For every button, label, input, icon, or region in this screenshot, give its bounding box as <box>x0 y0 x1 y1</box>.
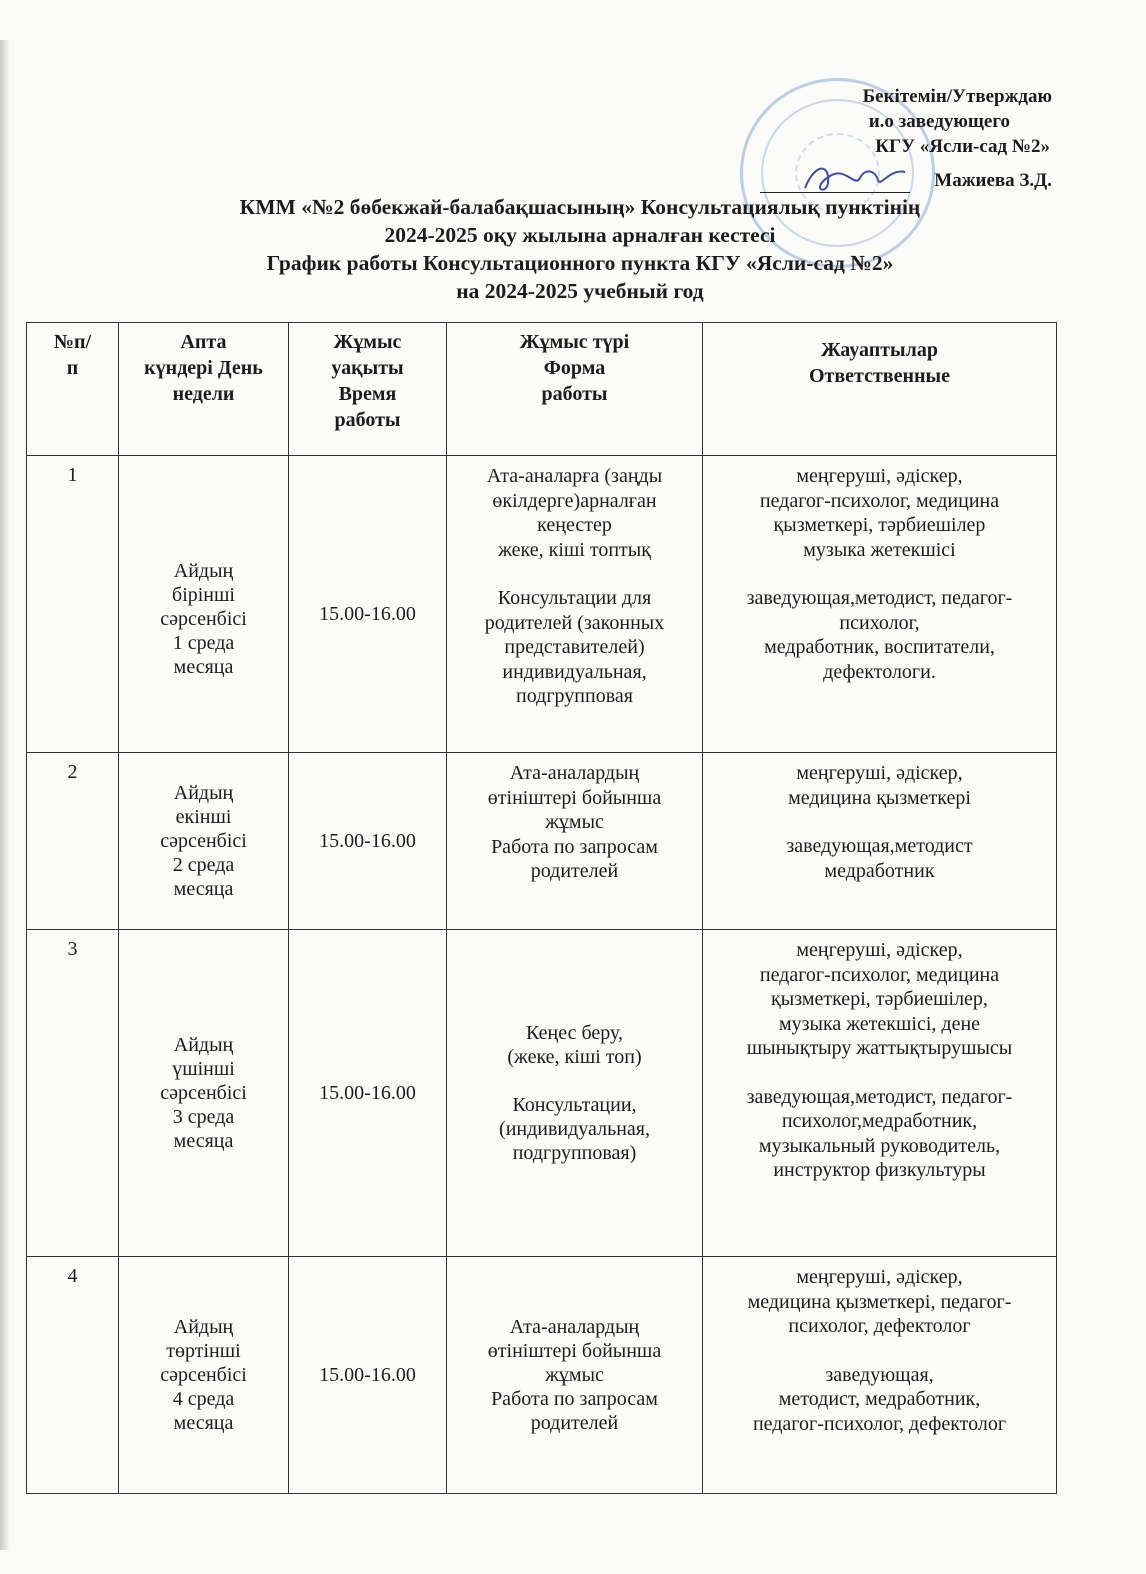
table-row <box>27 753 1057 930</box>
row-number: 2 <box>27 753 119 930</box>
table-header-row <box>27 323 1057 456</box>
row-number: 3 <box>27 930 119 1257</box>
approval-title: Бекітемін/Утверждаю <box>862 86 1052 107</box>
title-ru-line1: График работы Консультационного пункта КГУ «Ясли-сад №2» <box>266 251 894 275</box>
header-day: Апта күндері День недели <box>119 323 289 456</box>
row-form: Ата-аналардың өтініштері бойынша жұмыс Работа по запросам родителей <box>447 1257 703 1494</box>
page-edge-shadow <box>0 40 10 1550</box>
approval-position: и.о заведующего <box>868 111 1010 132</box>
row-day: Айдың үшінші сәрсенбісі 3 среда месяца <box>119 930 289 1257</box>
row-time: 15.00-16.00 <box>289 1257 447 1494</box>
row-form: Кеңес беру, (жеке, кіші топ) Консультации, (индивидуальная, подгрупповая) <box>447 930 703 1257</box>
approval-name: Мажиева З.Д. <box>934 170 1052 191</box>
header-responsible: Жауаптылар Ответственные <box>703 323 1057 456</box>
title-ru-line2: на 2024-2025 учебный год <box>456 279 704 303</box>
row-day: Айдың екінші сәрсенбісі 2 среда месяца <box>119 753 289 930</box>
table-row <box>27 930 1057 1257</box>
title-kz-line2: 2024-2025 оқу жылына арналған кестесі <box>384 223 776 247</box>
schedule-table <box>26 322 1057 1494</box>
row-responsible: меңгеруші, әдіскер, медицина қызметкері заведующая,методист медработник <box>703 753 1057 930</box>
header-time: Жұмыс уақыты Время работы <box>289 323 447 456</box>
row-time: 15.00-16.00 <box>289 753 447 930</box>
row-responsible: меңгеруші, әдіскер, педагог-психолог, медицина қызметкері, тәрбиешілер, музыка жетекшісі, дене шынықтыру жаттықтырушысы заведующая,методист, педагог- психолог,медработник, музыкальный руководитель, инструктор физкультуры <box>703 930 1057 1257</box>
row-form: Ата-аналарға (заңды өкілдерге)арналған кеңестер жеке, кіші топтық Консультации для родителей (законных представителей) индивидуальная, подгрупповая <box>447 456 703 753</box>
row-form: Ата-аналардың өтініштері бойынша жұмыс Работа по запросам родителей <box>447 753 703 930</box>
row-time: 15.00-16.00 <box>289 456 447 753</box>
row-day: Айдың төртінші сәрсенбісі 4 среда месяца <box>119 1257 289 1494</box>
row-responsible: меңгеруші, әдіскер, педагог-психолог, медицина қызметкері, тәрбиешілер музыка жетекшісі заведующая,методист, педагог- психолог, медработник, воспитатели, дефектологи. <box>703 456 1057 753</box>
table-row <box>27 456 1057 753</box>
approval-organization: КГУ «Ясли-сад №2» <box>875 136 1050 157</box>
row-time: 15.00-16.00 <box>289 930 447 1257</box>
row-number: 1 <box>27 456 119 753</box>
header-form: Жұмыс түрі Форма работы <box>447 323 703 456</box>
document-title <box>80 193 1080 305</box>
title-kz-line1: КММ «№2 бөбекжай-балабақшасының» Консультациялық пунктінің <box>239 195 921 219</box>
row-responsible: меңгеруші, әдіскер, медицина қызметкері, педагог- психолог, дефектолог заведующая, методист, медработник, педагог-психолог, дефектолог <box>703 1257 1057 1494</box>
header-number: №п/ п <box>27 323 119 456</box>
row-day: Айдың бірінші сәрсенбісі 1 среда месяца <box>119 456 289 753</box>
table-row <box>27 1257 1057 1494</box>
row-number: 4 <box>27 1257 119 1494</box>
